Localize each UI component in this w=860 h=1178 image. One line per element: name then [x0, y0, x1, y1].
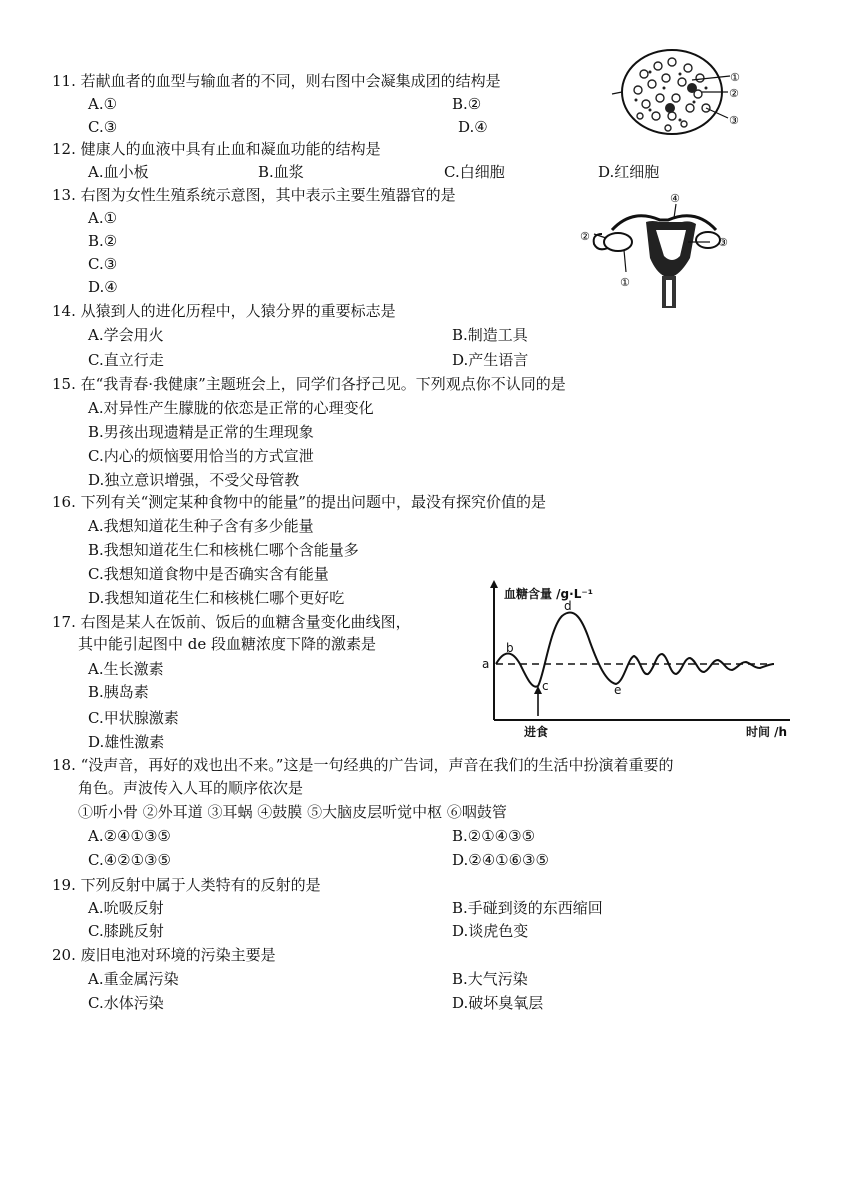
question-number: 13. — [52, 186, 76, 204]
chart-eating-label: 进食 — [524, 725, 549, 739]
option-d: D.我想知道花生仁和核桃仁哪个更好吃 — [88, 589, 345, 607]
chart-point-c: c — [542, 679, 549, 693]
female-reproductive-figure — [572, 190, 748, 312]
question-number: 19. — [52, 876, 76, 894]
question-12-stem-line — [52, 139, 381, 159]
question-11-stem-line — [52, 71, 501, 91]
option-c: C.③ — [88, 118, 118, 136]
chart-point-b: b — [506, 641, 514, 655]
option-b: B.②①④③⑤ — [452, 827, 536, 845]
repro-label-3: ③ — [718, 236, 728, 249]
repro-label-4: ④ — [670, 192, 680, 205]
blood-smear-figure — [610, 44, 752, 142]
chart-point-e: e — [614, 683, 622, 697]
option-b: B.大气污染 — [452, 970, 528, 988]
question-13-stem-line — [52, 185, 456, 205]
question-19-stem-line — [52, 875, 321, 895]
question-stem: 健康人的血液中具有止血和凝血功能的结构是 — [80, 140, 381, 158]
question-18-stem-line-2: 角色。声波传入人耳的顺序依次是 — [78, 779, 304, 797]
question-stem: 下列有关“测定某种食物中的能量”的提出问题中，最没有探究价值的是 — [80, 493, 546, 511]
question-16-stem-line — [52, 492, 546, 512]
option-c: C.③ — [88, 255, 118, 273]
question-number: 20. — [52, 946, 76, 964]
option-a: A.吮吸反射 — [88, 899, 164, 917]
blood-label-3: ③ — [729, 114, 739, 127]
option-b: B.手碰到烫的东西缩回 — [452, 899, 603, 917]
option-b: B.② — [452, 95, 482, 113]
question-number: 16. — [52, 493, 76, 511]
option-c: C.甲状腺激素 — [88, 709, 179, 727]
option-c: C.膝跳反射 — [88, 922, 164, 940]
option-c: C.白细胞 — [444, 163, 505, 181]
option-d: D.②④①⑥③⑤ — [452, 851, 549, 869]
blood-label-1: ① — [730, 71, 740, 84]
question-number: 12. — [52, 140, 76, 158]
option-d: D.④ — [458, 118, 488, 136]
question-number: 15. — [52, 375, 76, 393]
option-d: D.雄性激素 — [88, 733, 165, 751]
option-b: B.② — [88, 232, 118, 250]
option-a: A.血小板 — [88, 163, 149, 181]
option-a: A.我想知道花生种子含有多少能量 — [88, 517, 314, 535]
chart-point-a: a — [482, 657, 490, 671]
question-stem: “没声音，再好的戏也出不来。”这是一句经典的广告词，声音在我们的生活中扮演着重要的 — [80, 756, 674, 774]
option-b: B.胰岛素 — [88, 683, 149, 701]
question-stem: 从猿到人的进化历程中，人猿分界的重要标志是 — [80, 302, 396, 320]
chart-point-d: d — [564, 599, 572, 613]
option-d: D.红细胞 — [598, 163, 660, 181]
repro-label-2: ② — [580, 230, 590, 243]
option-b: B.男孩出现遗精是正常的生理现象 — [88, 423, 314, 441]
question-17-stem-line — [52, 612, 411, 632]
option-a: A.对异性产生朦胧的依恋是正常的心理变化 — [88, 399, 374, 417]
option-b: B.血浆 — [258, 163, 304, 181]
question-stem: 下列反射中属于人类特有的反射的是 — [80, 876, 321, 894]
question-number: 14. — [52, 302, 76, 320]
glucose-curve — [496, 612, 774, 686]
question-18-stem-line — [52, 755, 673, 775]
option-a: A.学会用火 — [88, 326, 164, 344]
option-a: A.生长激素 — [88, 660, 164, 678]
option-a: A.① — [88, 209, 118, 227]
question-18-sequence-items: ①听小骨 ②外耳道 ③耳蜗 ④鼓膜 ⑤大脑皮层听觉中枢 ⑥咽鼓管 — [78, 803, 507, 821]
option-b: B.我想知道花生仁和核桃仁哪个含能量多 — [88, 541, 359, 559]
option-d: D.破坏臭氧层 — [452, 994, 544, 1012]
question-17-stem-line-2: 其中能引起图中 de 段血糖浓度下降的激素是 — [78, 635, 377, 653]
question-stem: 在“我青春·我健康”主题班会上，同学们各抒己见。下列观点你不认同的是 — [80, 375, 566, 393]
option-a: A.②④①③⑤ — [88, 827, 171, 845]
blood-glucose-chart — [478, 578, 796, 742]
question-number: 11. — [52, 72, 76, 90]
question-14-stem-line — [52, 301, 396, 321]
option-d: D.独立意识增强，不受父母管教 — [88, 471, 300, 489]
question-15-stem-line — [52, 374, 566, 394]
option-a: A.重金属污染 — [88, 970, 179, 988]
question-number: 18. — [52, 756, 76, 774]
repro-label-1: ① — [620, 276, 630, 289]
option-d: D.④ — [88, 278, 118, 296]
blood-label-2: ② — [729, 87, 739, 100]
option-c: C.内心的烦恼要用恰当的方式宣泄 — [88, 447, 314, 465]
chart-ylabel: 血糖含量 /g·L⁻¹ — [504, 587, 593, 601]
option-d: D.产生语言 — [452, 351, 529, 369]
option-c: C.直立行走 — [88, 351, 164, 369]
question-number: 17. — [52, 613, 76, 631]
option-d: D.谈虎色变 — [452, 922, 529, 940]
option-c: C.水体污染 — [88, 994, 164, 1012]
question-stem: 废旧电池对环境的污染主要是 — [80, 946, 276, 964]
question-stem: 右图是某人在饭前、饭后的血糖含量变化曲线图， — [80, 613, 411, 631]
option-c: C.④②①③⑤ — [88, 851, 171, 869]
option-b: B.制造工具 — [452, 326, 528, 344]
option-c: C.我想知道食物中是否确实含有能量 — [88, 565, 329, 583]
question-stem: 右图为女性生殖系统示意图，其中表示主要生殖器官的是 — [80, 186, 456, 204]
chart-xlabel: 时间 /h — [746, 725, 788, 739]
question-stem: 若献血者的血型与输血者的不同，则右图中会凝集成团的结构是 — [80, 72, 501, 90]
option-a: A.① — [88, 95, 118, 113]
question-20-stem-line — [52, 945, 276, 965]
